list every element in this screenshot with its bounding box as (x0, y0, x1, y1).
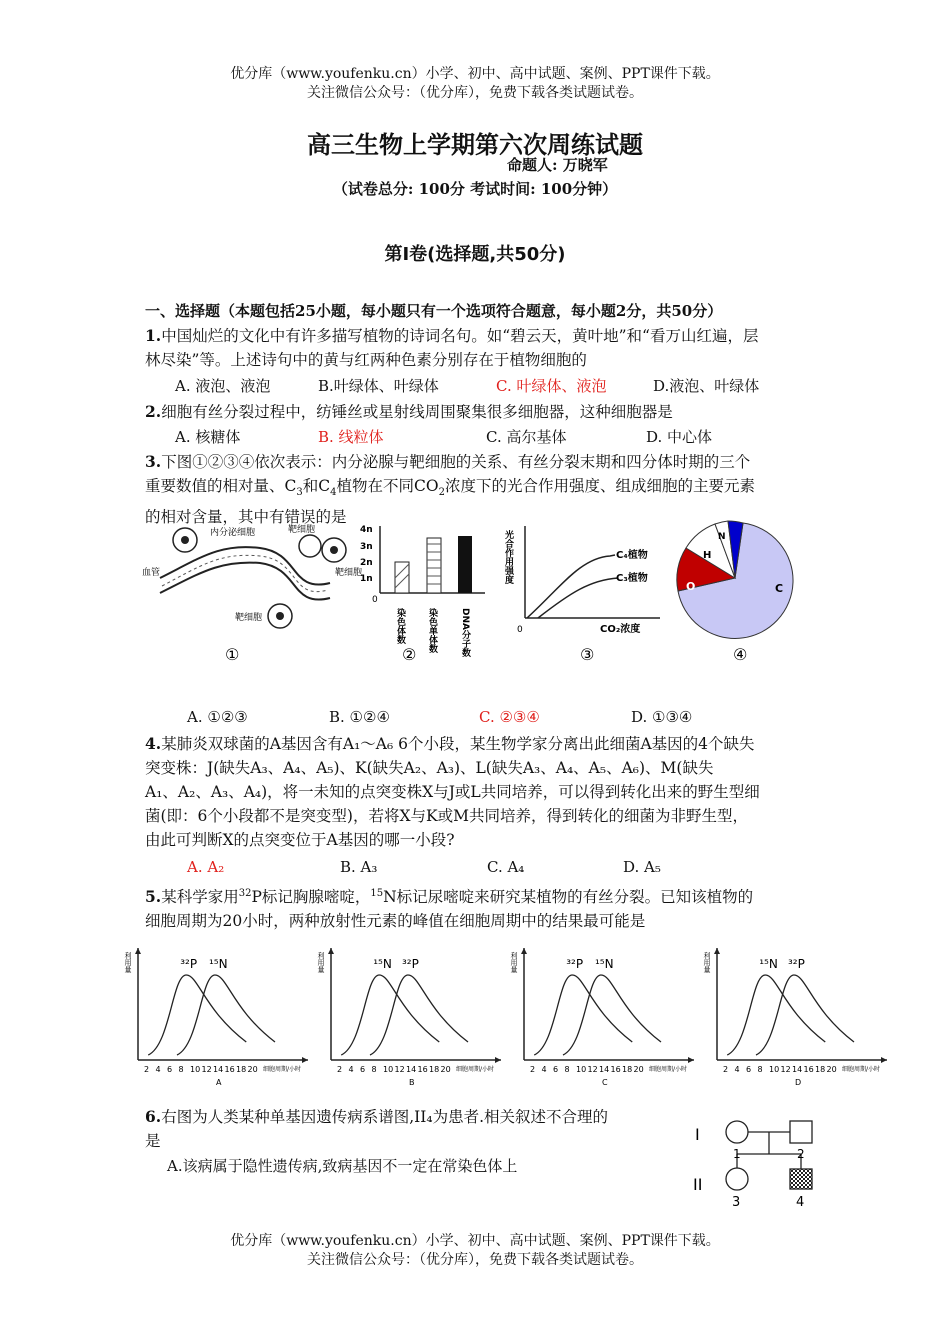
fig3-origin: 0 (517, 625, 523, 635)
q3-num: 3. (145, 452, 162, 471)
q5-graph-D-second-label: ³²P (788, 957, 805, 971)
q3-sub-3: 3 (296, 487, 303, 499)
q5-graph-A-xtick: 2 (144, 1065, 150, 1074)
fig1-target-label-3: 靶细胞 (235, 613, 263, 623)
q5-graph-D-curve-second (756, 975, 854, 1055)
q5-graph-A-curve-second (177, 975, 275, 1055)
q5-graph-B-xtick: 14 (406, 1065, 417, 1074)
q6-num: 6. (145, 1107, 162, 1126)
fig3-c4-curve (527, 555, 615, 618)
fig2-tick-1n: 1n (360, 574, 373, 584)
page-title: 高三生物上学期第六次周练试题 (307, 130, 643, 159)
fig3-xlabel: CO₂浓度 (600, 624, 641, 635)
fig2-tick-4n: 4n (360, 525, 373, 535)
q5-graph-D-ylabel: 利用量 (703, 952, 711, 973)
q5-graph-B-xtick: 6 (360, 1065, 366, 1074)
q6-line-1: 右图为人类某种单基因遗传病系谱图,II₄为患者.相关叙述不合理的 (161, 1108, 609, 1126)
q5-graph-B-xtick: 4 (348, 1065, 354, 1074)
pedigree-individual-i2 (790, 1121, 812, 1143)
q3-option-c: C. ②③④ (479, 708, 540, 726)
q5-graph-B-xtick: 10 (383, 1065, 394, 1074)
q5-graph-B-xtick: 18 (429, 1065, 440, 1074)
q3-option-b: B. ①②④ (329, 708, 390, 726)
q4-num: 4. (145, 734, 162, 753)
q4-option-b: B. A₃ (340, 858, 378, 876)
q5-graph-C-xarrow (688, 1057, 694, 1063)
fig3-label: ③ (580, 645, 595, 664)
q5-graph-C-yarrow (521, 948, 527, 954)
q5-graph-B-curve-first (341, 975, 439, 1055)
pedigree-num-1: 1 (733, 1147, 741, 1161)
q3-line-2a: 重要数值的相对量、C (145, 477, 297, 495)
q5-graph-C-xtick: 10 (576, 1065, 587, 1074)
q5-graph-C-xtick: 4 (541, 1065, 547, 1074)
pedigree-individual-ii3 (726, 1168, 748, 1190)
fig2-tick-0: 0 (372, 595, 378, 605)
q6-line-2: 是 (145, 1132, 161, 1150)
q5-graph-D-xarrow (881, 1057, 887, 1063)
question-4 (145, 732, 815, 852)
exam-info: （试卷总分: 100分 考试时间: 100分钟） (332, 180, 618, 198)
q5-graph-D-curve-first (727, 975, 825, 1055)
q3-line-1: 下图①②③④依次表示：内分泌腺与靶细胞的关系、有丝分裂末期和四分体时期的三个 (161, 453, 751, 471)
q5-graph-C-xtick: 20 (633, 1065, 644, 1074)
q5-graph-C-xtick: 16 (610, 1065, 621, 1074)
q5-graph-C-first-label: ³²P (566, 957, 584, 971)
q5-graph-D-xtick: 4 (734, 1065, 740, 1074)
q5-graph-A-xtick: 20 (247, 1065, 258, 1074)
fig2-bar-chromatid (427, 538, 441, 593)
q3-option-d: D. ①③④ (631, 708, 693, 726)
q5-sup-32: 32 (238, 888, 252, 899)
q5-graph-B-xtick: 16 (417, 1065, 428, 1074)
header-line-2: 关注微信公众号：（优分库），免费下载各类试题试卷。 (307, 85, 643, 101)
q5-graph-D-first-label: ¹⁵N (759, 957, 778, 971)
q5-graph-D-xtick: 10 (769, 1065, 780, 1074)
q5-graph-B-yarrow (328, 948, 334, 954)
q5-sup-15: 15 (370, 888, 384, 899)
q5-graph-A-xlabel: 细胞周期/小时 (263, 1066, 302, 1073)
fig4-label: ④ (733, 645, 748, 664)
q5-graph-A-xtick: 14 (213, 1065, 224, 1074)
pedigree-individual-ii4-affected (790, 1169, 812, 1189)
pedigree-individual-i1 (726, 1121, 748, 1143)
question-1 (145, 324, 815, 372)
q2-num: 2. (145, 402, 162, 421)
q3-sub-2: 2 (438, 487, 445, 499)
q5-graph-B-curve-second (370, 975, 468, 1055)
q2-option-b: B. 线粒体 (318, 428, 384, 446)
fig1-endocrine-diagram (142, 523, 362, 664)
fig3-c3-label: C₃植物 (616, 573, 648, 584)
q4-line-5: 由此可判断X的点突变位于A基因的哪一小段? (145, 831, 455, 849)
q5-graph-A-curve-first (148, 975, 246, 1055)
q5-graph-C-xtick: 8 (564, 1065, 570, 1074)
question-6 (145, 1105, 665, 1153)
q5-graph-A-yarrow (135, 948, 141, 954)
q3-sub-4: 4 (330, 487, 337, 499)
q4-option-c: C. A₄ (487, 858, 525, 876)
fig4-pie-chart (677, 521, 793, 664)
q5-graph-D-xtick: 8 (757, 1065, 763, 1074)
pedigree-num-3: 3 (732, 1195, 741, 1210)
q2-option-c: C. 高尔基体 (486, 428, 567, 446)
q3-line-2d: 浓度下的光合作用强度、组成细胞的主要元素 (444, 477, 755, 495)
q5-graph-C-xtick: 14 (599, 1065, 610, 1074)
q4-option-a: A. A₂ (187, 858, 225, 876)
q4-line-1: 某肺炎双球菌的A基因含有A₁～A₆ 6个小段，某生物学家分离出此细菌A基因的4个缺失 (161, 735, 755, 753)
q5-graph-B-label: B (409, 1078, 415, 1087)
q5-graph-A-xtick: 18 (236, 1065, 247, 1074)
q2-option-a: A. 核糖体 (175, 428, 241, 446)
q5-graph-C-label: C (602, 1078, 608, 1087)
q5-graph-C-xtick: 12 (587, 1065, 598, 1074)
q5-graph-D-yarrow (714, 948, 720, 954)
fig2-tick-3n: 3n (360, 542, 373, 552)
question-5 (145, 882, 815, 933)
q5-graph-D-label: D (795, 1078, 802, 1087)
footer-line-1: 优分库（www.youfenku.cn）小学、初中、高中试题、案例、PPT课件下载。 (230, 1233, 720, 1249)
q5-graph-C-second-label: ¹⁵N (595, 957, 614, 971)
q5-graph-D-xlabel: 细胞周期/小时 (842, 1066, 881, 1073)
fig2-bar-chart (360, 525, 485, 664)
q5-graph-D-xtick: 2 (723, 1065, 729, 1074)
instructions: 一、选择题（本题包括25小题，每小题只有一个选项符合题意，每小题2分，共50分） (145, 302, 723, 320)
q5-line-1c: N标记尿嘧啶来研究某植物的有丝分裂。已知该植物的 (383, 888, 754, 907)
pedigree-chart (685, 1112, 825, 1212)
fig4-label-n: N (718, 532, 726, 542)
q5-graph-C-xlabel: 细胞周期/小时 (649, 1066, 688, 1073)
q5-graph-B-xtick: 2 (337, 1065, 343, 1074)
q3-line-2c: 植物在不同CO (336, 477, 439, 495)
q5-graph-A-xtick: 6 (167, 1065, 173, 1074)
q5-graph-C-curve-second (563, 975, 661, 1055)
q3-line-3: 的相对含量，其中有错误的是 (145, 508, 347, 527)
q5-graph-B-first-label: ¹⁵N (373, 957, 392, 971)
q5-line-1a: 某科学家用 (161, 888, 239, 907)
q5-graph-B-xlabel: 细胞周期/小时 (456, 1066, 495, 1073)
q5-num: 5. (145, 887, 162, 907)
pedigree-num-2: 2 (797, 1147, 805, 1161)
header-line-1: 优分库（www.youfenku.cn）小学、初中、高中试题、案例、PPT课件下载。 (230, 66, 720, 82)
fig3-photosynthesis-chart (503, 526, 660, 664)
author: 命题人: 万晓军 (507, 156, 608, 174)
fig2-tick-2n: 2n (360, 558, 373, 568)
q5-graph-A-second-label: ¹⁵N (209, 957, 228, 971)
q5-graph-B-xtick: 12 (394, 1065, 405, 1074)
q1-option-d: D.液泡、叶绿体 (653, 377, 760, 395)
fig2-bar-label-3: DNA分子数 (460, 608, 470, 657)
question-2 (145, 400, 673, 424)
q5-graph-A-xarrow (302, 1057, 308, 1063)
footer-line-2: 关注微信公众号：（优分库），免费下载各类试题试卷。 (307, 1252, 643, 1268)
q5-graph-C-xtick: 2 (530, 1065, 536, 1074)
q5-line-2: 细胞周期为20小时，两种放射性元素的峰值在细胞周期中的结果最可能是 (145, 912, 646, 931)
q5-graph-D-xtick: 6 (746, 1065, 752, 1074)
q4-option-d: D. A₅ (623, 858, 661, 876)
q4-line-4: 菌(即：6个小段都不是突变型)，若将X与K或M共同培养，得到转化的细菌为非野生型， (145, 807, 748, 825)
q5-graph-B-xarrow (495, 1057, 501, 1063)
q1-option-b: B.叶绿体、叶绿体 (318, 377, 439, 395)
q5-graph-A-xtick: 12 (201, 1065, 212, 1074)
q5-graph-B-xtick: 20 (440, 1065, 451, 1074)
q5-graph-B-xtick: 8 (371, 1065, 377, 1074)
q5-graph-C-curve-first (534, 975, 632, 1055)
q5-graph-D-xtick: 20 (826, 1065, 837, 1074)
q5-graph-B-second-label: ³²P (402, 957, 419, 971)
q3-option-a: A. ①②③ (187, 708, 248, 726)
q3-figures (140, 518, 784, 668)
q5-graph-D-xtick: 12 (780, 1065, 791, 1074)
fig1-target-label-2: 靶细胞 (335, 568, 363, 578)
q5-graph-C-xtick: 6 (553, 1065, 559, 1074)
fig2-bar-label-2: 染色单体数 (427, 608, 437, 653)
q1-line-1: 中国灿烂的文化中有许多描写植物的诗词名句。如“碧云天，黄叶地”和“看万山红遍，层 (161, 327, 759, 345)
q5-graph-D-xtick: 14 (792, 1065, 803, 1074)
fig1-label: ① (225, 645, 240, 664)
fig3-ylabel: 光合作用强度 (503, 530, 513, 584)
fig1-target-label-1: 靶细胞 (288, 525, 316, 535)
fig2-bar-dna (458, 536, 472, 593)
q5-graph-A-ylabel: 利用量 (124, 952, 132, 973)
q5-graph-C-xtick: 18 (622, 1065, 633, 1074)
pedigree-num-4: 4 (796, 1195, 805, 1210)
fig4-label-h: H (703, 550, 712, 561)
q5-graph-A-xtick: 10 (190, 1065, 201, 1074)
q5-graph-B-ylabel: 利用量 (317, 952, 325, 973)
fig2-label: ② (402, 645, 417, 664)
q5-graph-A-label: A (216, 1078, 222, 1087)
pedigree-gen-1: I (695, 1125, 700, 1144)
q1-option-a: A. 液泡、液泡 (175, 377, 271, 395)
q2-option-d: D. 中心体 (646, 428, 713, 446)
q1-num: 1. (145, 326, 162, 345)
q2-line-1: 细胞有丝分裂过程中，纺锤丝或星射线周围聚集很多细胞器，这种细胞器是 (161, 403, 673, 421)
q5-graph-A-xtick: 8 (178, 1065, 184, 1074)
q5-graph-A-xtick: 4 (155, 1065, 161, 1074)
section-title: 第Ⅰ卷(选择题,共50分) (384, 244, 566, 265)
fig4-label-c: C (775, 582, 784, 595)
fig3-c3-curve (538, 578, 618, 618)
fig2-bar-label-1: 染色体数 (395, 608, 405, 644)
q1-option-c: C. 叶绿体、液泡 (496, 377, 607, 395)
q5-graph-D-xtick: 16 (803, 1065, 814, 1074)
q5-line-1b: P标记胸腺嘧啶， (251, 888, 371, 907)
q4-line-2: 突变株：J(缺失A₃、A₄、A₅)、K(缺失A₂、A₃)、L(缺失A₃、A₄、A₅、A₆)、M(缺失 (145, 759, 714, 777)
q4-line-3: A₁、A₂、A₃、A₄)，将一未知的点突变株X与J或L共同培养，可以得到转化出来的野生型细 (145, 783, 760, 801)
q5-graph-C-ylabel: 利用量 (510, 952, 518, 973)
pedigree-gen-2: II (693, 1175, 703, 1194)
fig4-label-o: O (686, 580, 696, 593)
q5-graphs (124, 940, 898, 1090)
q5-graph-D-xtick: 18 (815, 1065, 826, 1074)
q1-line-2: 林尽染”等。上述诗句中的黄与红两种色素分别存在于植物细胞的 (145, 351, 587, 369)
q3-line-2b: 和C (302, 477, 331, 495)
q5-graph-A-xtick: 16 (224, 1065, 235, 1074)
fig3-c4-label: C₄植物 (616, 550, 648, 561)
q6-option-a: A.该病属于隐性遗传病,致病基因不一定在常染色体上 (167, 1157, 518, 1175)
fig1-gland-label: 内分泌细胞 (210, 528, 256, 538)
q5-graph-A-first-label: ³²P (180, 957, 198, 971)
fig1-vessel-label: 血管 (142, 568, 161, 578)
